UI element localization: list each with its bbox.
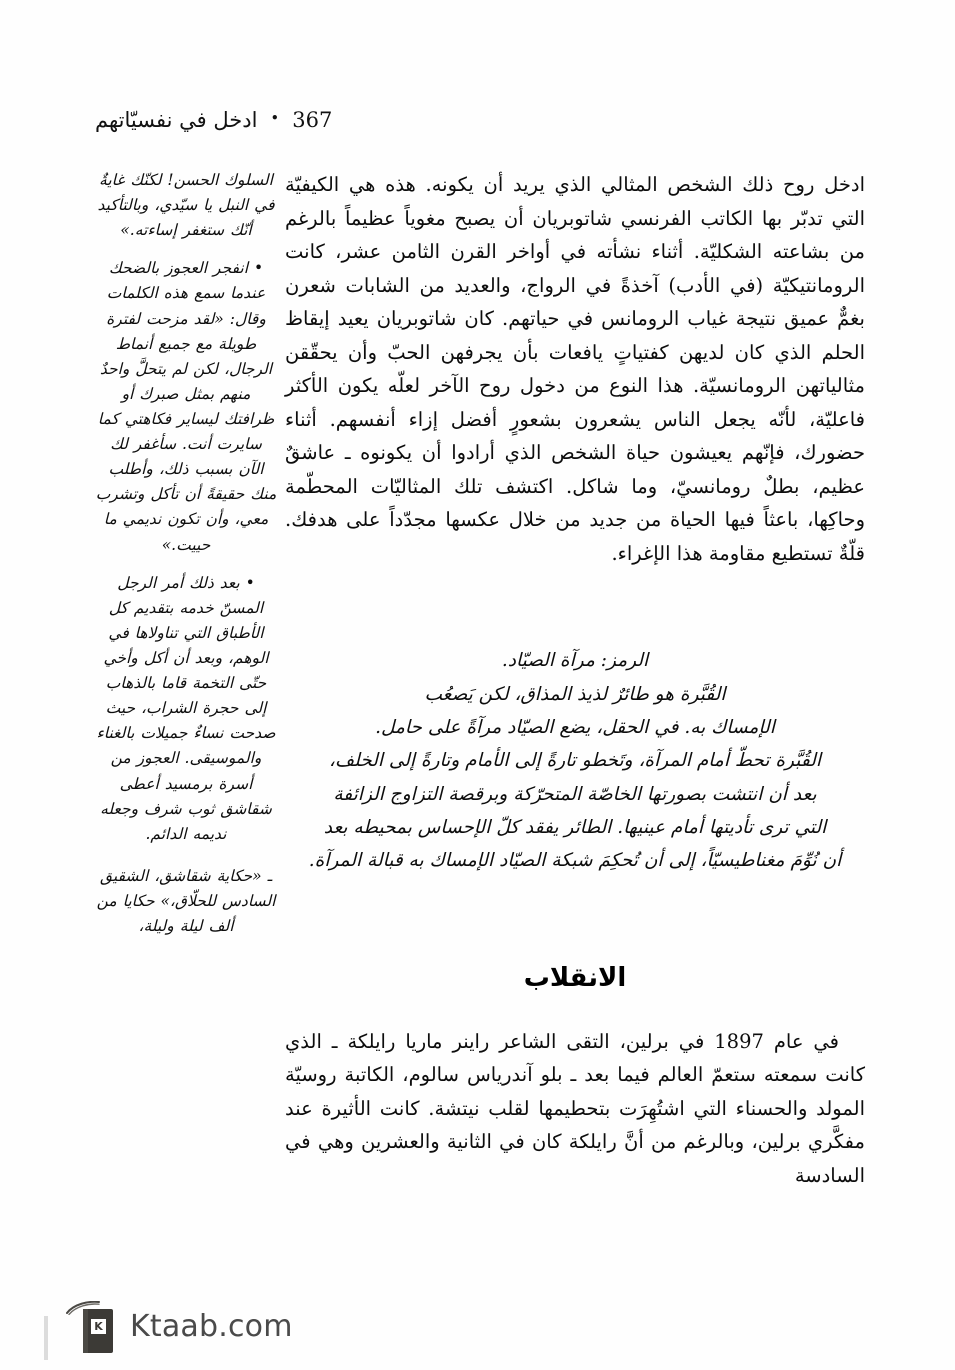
verse-line: أن نُوِّمَ مغناطيسيّاً، إلى أن تُحكِمَ شبكة الصيّاد الإمساك به قبالة المرآة.: [308, 850, 842, 872]
page-number: 367: [292, 108, 333, 132]
main-text-column: [285, 168, 865, 1192]
page-edge-shadow: [44, 1316, 48, 1360]
side-note-attribution: ـ «حكاية شقاشق، الشقيق السادس للحلّاق،» حكايا من ألف ليلة وليلة،: [96, 866, 276, 936]
section-heading: الانقلاب: [523, 963, 627, 994]
verse-line: التي ترى تأديتها أمام عينيها. الطائر يفقد كلّ الإحساس بمحيطه بعد: [323, 816, 827, 838]
side-note-3: • بعد ذلك أمر الرجل المسنّ خدمه بتقديم كل الأطباق التي تناولاها في الوهم، وبعد أن أكل وأخي حتّى التخمة قاما بالذهاب إلى حجرة الشراب، حيث صدحت نساءٌ جميلات بالغناء والموسيقى. العجوز من أسرة برمسيد أعطى شقاشق ثوب شرف وجعله نديمه الدائم.: [96, 573, 276, 843]
verse-line: بعد أن انتشت بصورتها الخاصّة المتحرّكة وبرقصة التزاوج الزائفة: [333, 783, 817, 805]
running-head-chapter-title: ادخل في نفسيّاتهم: [95, 108, 258, 132]
body-paragraph-1: ادخل روح ذلك الشخص المثالي الذي يريد أن يكونه. هذه هي الكيفيّة التي تدبّر بها الكاتب الفرنسي شاتوبريان أن يصبح مغوياً عظيماً بالرغم من بشاعته الشكليّة. أثناء نشأته في أواخر القرن الثامن عشر، كانت الرومانتيكيّة (في الأدب) آخذةً في الرواج، والعديد من الشابات شعرن بغمٌّ عميق نتيجة غياب الرومانس في حياتهم. كان شاتوبريان يعيد إيقاظ الحلم الذي كان لديهن كفتياتٍ يافعات بأن يجرفهن الحبّ وأن يحقّقن مثالياتهن الرومانسيّة. هذا النوع من دخول روح الآخر لعلّه يكون الأكثر فاعليّة، لأنّه يجعل الناس يشعرون بشعورٍ أفضل إزاء أنفسهم. أثناء حضورك، فإنّهم يعيشون حياة الشخص الذي أرادوا أن يكونوه ـ عاشقٌ عظيم، بطلٌ رومانسيّ، وما شاكل. اكتشف تلك المثاليّات المحطّمة وحاكِها، باعثاً فيها الحياة من جديد من خلال عكسها مجدّداً على هدفك. قلّةٌ تستطيع مقاومة هذا الإغراء.: [285, 173, 865, 565]
marginal-notes-column: [95, 168, 277, 939]
side-note-2: • انفجر العجوز بالضحك عندما سمع هذه الكلمات وقال: «لقد مزحت لفترة طويلة مع جميع أنماط الرجال، لكن لم يتحلَّ واحدٌ منهم بمثل صبرك أو ظرافتك ليساير فكاهتي كما سايرت أنت. سأغفر لك الآن بسبب ذلك، وأطلب منك حقيقةً أن تأكل وتشرب معي، وأن تكون نديمي ما حييت.»: [95, 259, 277, 554]
body-paragraph-2: في عام 1897 في برلين، التقى الشاعر راينر ماريا رايلكة ـ الذي كانت سمعته ستعمّ العالم فيما بعد ـ بلو آندرياس سالوم، الكاتبة روسيّة المولد والحسناء التي اشتُهِرَت بتحطيمها لقلب نيتشة. كانت الأثيرة عند مفكَّري برلين، وبالرغم من أنَّ رايلكة كان في الثانية والعشرين وهي في السادسة: [285, 1029, 865, 1187]
site-watermark: [60, 1296, 293, 1358]
watermark-label: Ktaab.com: [130, 1309, 293, 1344]
verse-line: الإمساك به. في الحقل، يضع الصيّاد مرآةً على حامل.: [375, 716, 775, 738]
verse-line: الرمز: مرآة الصيّاد.: [501, 650, 649, 672]
logo-letter: K: [91, 1319, 106, 1334]
page-columns: [90, 168, 865, 1278]
verse-line: القُبَّرة تحطّ أمام المرآة، وتَخطو تارةً إلى الأمام وتارةً إلى الخلف،: [329, 750, 821, 772]
verse-quote-block: [285, 644, 865, 877]
running-head: [95, 108, 865, 142]
book-logo-icon: [60, 1299, 118, 1355]
verse-line: القُبَّرة هو طائرٌ لذيذ المذاق، لكن يَصعُب: [424, 683, 726, 705]
side-note-1: السلوك الحسن! لكنّك غايةٌ في النبل يا سيّدي، وبالتأكيد أنّك ستغفر إساءته.»: [97, 171, 275, 240]
running-head-separator-dot: •: [270, 109, 280, 127]
